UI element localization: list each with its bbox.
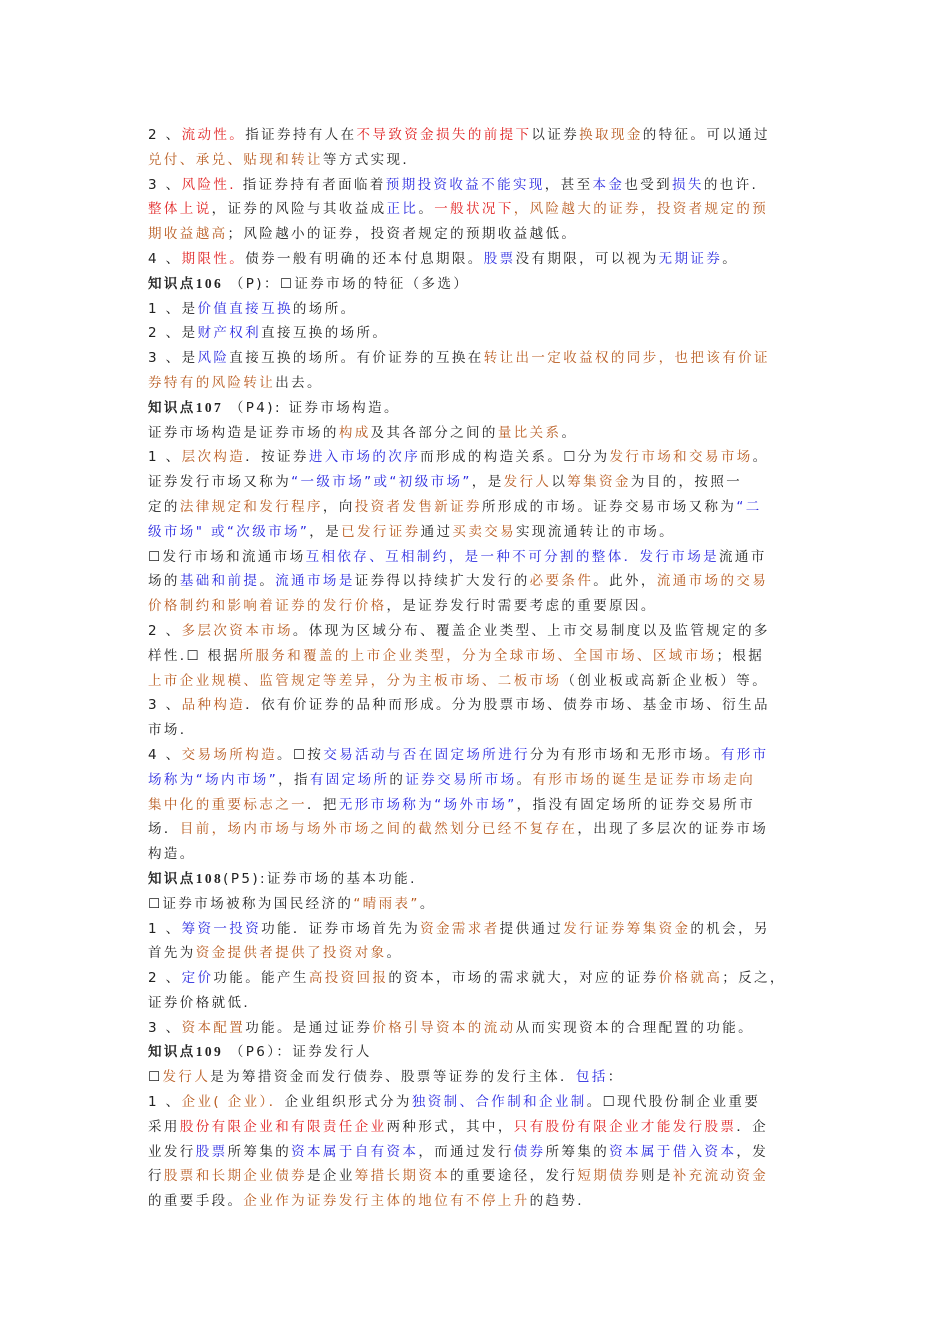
highlight-blue: 无期证券	[658, 250, 723, 267]
highlight-orange: “晴雨表”	[353, 895, 420, 912]
highlight-blue: 级市场" 或“次级市场”	[148, 523, 310, 540]
text-run: 2 、	[148, 970, 182, 987]
highlight-orange: 多层次资本市场	[181, 622, 293, 639]
text-line	[148, 321, 808, 346]
text-run: ，是	[471, 474, 504, 491]
highlight-orange: 兑付、承兑、贴现和转让	[148, 151, 323, 168]
highlight-red: 流动性。	[181, 127, 246, 143]
text-run: 首先为	[148, 945, 196, 962]
text-line	[148, 148, 808, 173]
text-line	[148, 917, 808, 942]
highlight-orange: 股票和长期企业债券	[163, 1168, 308, 1185]
text-run: 等方式实现.	[322, 151, 410, 168]
text-run: 1 、	[148, 920, 182, 937]
text-run: 所筹集的	[545, 1143, 610, 1160]
text-run: 。此外，	[593, 573, 657, 590]
text-line	[148, 1189, 808, 1214]
highlight-orange: 补充流动资金	[672, 1168, 769, 1185]
text-run: 3 、	[148, 176, 182, 193]
highlight-blue: 包括	[575, 1069, 608, 1086]
text-line	[148, 297, 808, 322]
text-run: ．企	[736, 1118, 769, 1135]
highlight-blue: 流通市场是	[275, 573, 355, 590]
text-line	[148, 470, 808, 495]
text-line	[148, 396, 808, 421]
highlight-blue: 基础和前提	[179, 573, 260, 590]
highlight-orange: 投资者发售新证券	[354, 498, 482, 515]
text-run: ．依有价证券的品种而形成。分为股票市场、债券市场、基金市场、衍生品	[245, 697, 770, 714]
highlight-orange: 券特有的风险转让	[148, 374, 276, 391]
text-run: 的趋势.	[529, 1193, 585, 1210]
text-run: 证券市场构造是证券市场的	[148, 424, 339, 441]
text-line	[148, 842, 808, 867]
text-line	[148, 793, 808, 818]
text-run: 4 、	[148, 250, 182, 267]
text-line	[148, 222, 808, 247]
text-line	[148, 768, 808, 793]
text-run: ，出现了多层次的证券市场	[577, 821, 769, 838]
text-line	[148, 1065, 808, 1090]
highlight-blue: 独资制、合作制和企业制	[411, 1094, 587, 1111]
text-run: 行	[148, 1168, 164, 1185]
highlight-blue: 资本属于自有资本	[291, 1143, 419, 1160]
text-run: 的重要手段。	[148, 1193, 244, 1210]
text-run: 。	[259, 573, 276, 590]
highlight-blue: 进入市场的次序	[308, 449, 421, 466]
text-run: 所形成的市场。证券交易市场又称为	[481, 498, 737, 515]
text-run: （P)：☐证券市场的特征（多选）	[223, 275, 470, 292]
text-run: 流通市	[719, 548, 767, 565]
text-run: ，甚至	[544, 176, 593, 193]
text-run: 2 、	[148, 622, 182, 639]
text-run: ，向	[322, 498, 355, 515]
highlight-orange: 高投资回报	[308, 970, 389, 987]
text-line	[148, 346, 808, 371]
text-run: 也受到	[624, 176, 673, 193]
highlight-orange: 企业( 企业）．	[181, 1094, 285, 1111]
text-line	[148, 1090, 808, 1115]
text-run: 功能。能产生	[213, 970, 309, 987]
text-run: 。☐按	[277, 746, 324, 763]
text-line	[148, 123, 808, 148]
text-run: ；风险越小的证券，投资者规定的预期收益越低。	[227, 226, 578, 243]
text-run: 。	[752, 449, 769, 466]
text-run: 是为筹措资金而发行债券、股票等证券的发行主体．	[210, 1069, 576, 1086]
highlight-blue: 有形市	[720, 746, 769, 763]
text-run: 。	[561, 424, 578, 441]
text-run: 。	[722, 250, 739, 267]
highlight-blue: 预期投资收益不能实现	[385, 176, 545, 193]
text-run: 从而实现资本的合理配置的功能。	[515, 1019, 755, 1036]
text-run: （P4): 证券市场构造。	[223, 399, 400, 416]
text-line	[148, 445, 808, 470]
highlight-orange: 有形市场的诞生是证券市场走向	[532, 771, 756, 788]
highlight-blue: 股票	[483, 250, 516, 267]
text-run: ☐证券市场被称为国民经济的	[148, 895, 354, 912]
text-run: 定的	[148, 498, 180, 515]
text-run: 企业组织形式分为	[284, 1094, 412, 1111]
text-run: 3 、是	[148, 350, 198, 367]
highlight-orange: 转让出一定收益权的同步，也把该有价证	[483, 350, 770, 367]
text-line	[148, 594, 808, 619]
text-line	[148, 545, 808, 570]
text-line	[148, 173, 808, 198]
text-run: 功能．证券市场首先为	[261, 920, 421, 937]
text-run: 场的	[148, 573, 180, 590]
text-run: 场．	[148, 821, 180, 838]
highlight-orange: 流通市场的交易	[656, 573, 769, 590]
text-run: 市场.	[148, 722, 187, 739]
highlight-blue: 损失	[672, 176, 704, 193]
highlight-orange: 价格就高	[658, 970, 723, 987]
text-line	[148, 892, 808, 917]
text-line	[148, 272, 808, 297]
highlight-orange: 资本配置	[181, 1019, 246, 1036]
highlight-blue: 价值直接互换	[197, 300, 293, 317]
text-line	[148, 693, 808, 718]
highlight-orange: 发行人	[503, 474, 552, 491]
text-run: 证券发行市场又称为	[148, 474, 292, 491]
text-run: ☐	[148, 1069, 163, 1086]
text-run: 样性.☐ 根据	[148, 647, 240, 664]
text-run: 业发行	[148, 1143, 196, 1160]
highlight-blue: 定价	[181, 970, 214, 987]
text-run: 功能。是通过证券	[245, 1019, 373, 1036]
highlight-blue: 本金	[592, 176, 625, 193]
text-run: 指证券持有者面临着	[236, 176, 386, 193]
highlight-orange: 买卖交易	[452, 523, 517, 540]
text-line	[148, 1040, 808, 1065]
highlight-red: 一般状况下	[434, 201, 514, 218]
text-line	[148, 247, 808, 272]
text-run: ，指	[278, 771, 310, 788]
text-run: ．按证券	[245, 449, 309, 466]
highlight-blue: 筹资一投资	[181, 920, 262, 937]
text-run: 。☐现代股份制企业重要	[586, 1094, 761, 1111]
highlight-red: 不导致资金损失的前提下	[356, 127, 532, 143]
text-run: ；根据	[716, 647, 765, 664]
highlight-orange: 必要条件	[529, 573, 594, 590]
highlight-red: 整体上说	[148, 201, 212, 218]
highlight-orange: 发行市场和交易市场	[609, 449, 753, 466]
text-run: 。	[418, 201, 435, 218]
text-run: 直接互换的场所。	[261, 325, 389, 342]
text-run: 2 、是	[148, 325, 198, 342]
text-run: 直接互换的场所。有价证券的互换在	[229, 350, 484, 367]
text-run: 所筹集的	[227, 1143, 292, 1160]
highlight-orange: 发行证券筹集资金	[563, 920, 691, 937]
highlight-red: 股份有限企业和有限责任企业	[179, 1118, 387, 1135]
text-run: 则是	[640, 1168, 673, 1185]
text-run: ．把	[307, 796, 339, 813]
text-line	[148, 520, 808, 545]
text-run: 而形成的构造关系。☐分为	[420, 449, 610, 466]
text-run: 以	[551, 474, 568, 491]
text-run: 的重要途径，发行	[450, 1168, 578, 1185]
text-line	[148, 817, 808, 842]
text-line	[148, 966, 808, 991]
text-run: ，发	[736, 1143, 769, 1160]
text-line	[148, 619, 808, 644]
text-run: 债券一般有明确的还本付息期限。	[245, 250, 484, 267]
section-heading: 知识点109	[148, 1044, 224, 1060]
section-heading: 知识点107	[148, 399, 224, 415]
highlight-red: 风险性.	[181, 176, 236, 193]
text-run: 1 、	[148, 449, 182, 466]
highlight-orange: 集中化的重要标志之一	[148, 796, 307, 813]
text-run: 证券得以持续扩大发行的	[354, 573, 530, 590]
text-run: 没有期限，可以视为	[515, 250, 659, 267]
text-run: 1 、是	[148, 300, 198, 317]
text-run: 证券价格就低.	[148, 994, 251, 1011]
text-run: 。	[419, 895, 436, 912]
text-run: 。	[516, 771, 533, 788]
highlight-orange: 资金需求者	[420, 920, 500, 937]
text-run: 采用	[148, 1118, 180, 1135]
text-line	[148, 1115, 808, 1140]
text-run: 2 、	[148, 127, 182, 143]
highlight-orange: 价格制约和影响着证券的发行价格	[148, 598, 387, 615]
highlight-orange: 筹集资金	[567, 474, 631, 491]
highlight-blue: 财产权利	[197, 325, 262, 342]
text-run: 出去。	[275, 374, 323, 391]
highlight-orange: 交易场所构造	[181, 746, 277, 763]
highlight-red: 期限性。	[181, 250, 246, 267]
highlight-blue: 交易活动与否在固定场所进行	[323, 746, 531, 763]
text-line	[148, 867, 808, 892]
highlight-orange: 换取现金	[579, 127, 643, 143]
text-run: 的特征。可以通过	[642, 127, 770, 143]
highlight-orange: 已发行证券	[341, 523, 421, 540]
text-run: 是企业	[307, 1168, 355, 1185]
text-run: 实现流通转让的市场。	[516, 523, 676, 540]
text-run: 指证券持有人在	[245, 127, 357, 143]
highlight-blue: “二	[736, 498, 762, 515]
highlight-blue: “一级市场”或“初级市场”	[291, 474, 472, 491]
text-run: （P6）：证券发行人	[223, 1044, 372, 1061]
highlight-orange: 资金提供者提供了投资对象	[195, 945, 387, 962]
text-line	[148, 1164, 808, 1189]
text-run: ☐发行市场和流通市场	[148, 548, 306, 565]
section-heading: 知识点108	[148, 870, 224, 886]
text-run: 为目的，按照一	[630, 474, 743, 491]
text-run: ，指没有固定场所的证券交易所市	[516, 796, 756, 813]
text-run: 的场所。	[292, 300, 357, 317]
text-line	[148, 197, 808, 222]
highlight-orange: 量比关系	[497, 424, 562, 441]
highlight-orange: ，风险越大的证券，投资者规定的预	[513, 201, 769, 218]
text-line	[148, 495, 808, 520]
text-run: 1 、	[148, 1094, 182, 1111]
text-run: ，而通过发行	[418, 1143, 514, 1160]
text-line	[148, 569, 808, 594]
text-line	[148, 941, 808, 966]
text-run: 3 、	[148, 1019, 182, 1036]
text-line	[148, 743, 808, 768]
highlight-orange: 法律规定和发行程序	[179, 498, 323, 515]
text-run: 两种形式，其中，	[386, 1118, 514, 1135]
text-run: 4 、	[148, 746, 182, 763]
text-line	[148, 991, 808, 1016]
document-page	[148, 123, 808, 1214]
text-run: 分为有形市场和无形市场。	[530, 746, 721, 763]
highlight-blue: 债券	[513, 1143, 546, 1160]
highlight-blue: 无形市场称为“场外市场”	[338, 796, 517, 813]
highlight-blue: 有固定场所	[309, 771, 390, 788]
highlight-blue: 互相依存、互相制约，是一种不可分割的整体．发行市场是	[305, 548, 720, 565]
highlight-red: 只有股份有限企业才能发行股票	[513, 1118, 737, 1135]
highlight-orange: 层次构造	[181, 449, 246, 466]
text-line	[148, 421, 808, 446]
text-run: 3 、	[148, 697, 182, 714]
text-line	[148, 669, 808, 694]
highlight-blue: 场称为“场内市场”	[148, 771, 279, 788]
text-run: 以证券	[531, 127, 580, 143]
text-run: ，是证券发行时需要考虑的重要原因。	[386, 598, 657, 615]
text-run: 通过	[420, 523, 453, 540]
section-heading: 知识点106	[148, 275, 224, 291]
text-run: (P5):证券市场的基本功能.	[223, 870, 417, 887]
text-run: ；反之，	[722, 970, 786, 987]
highlight-orange: 发行人	[162, 1069, 211, 1086]
text-run: 的	[389, 771, 406, 788]
highlight-orange: 上市企业规模、监管规定等差异，分为主板市场、二板市场	[148, 672, 562, 689]
highlight-blue: 股票	[195, 1143, 228, 1160]
text-run: 的机会，另	[690, 920, 770, 937]
highlight-orange: 品种构造	[181, 697, 246, 714]
highlight-orange: 期收益越高	[148, 226, 228, 243]
text-run: 及其各部分之间的	[370, 424, 498, 441]
text-run: 提供通过	[499, 920, 564, 937]
highlight-orange: 目前，场内市场与场外市场之间的截然划分已经不复存在	[179, 821, 578, 838]
text-run: 。	[386, 945, 403, 962]
text-line	[148, 1016, 808, 1041]
text-line	[148, 644, 808, 669]
text-run: 的资本，市场的需求就大，对应的证券	[388, 970, 659, 987]
text-line	[148, 718, 808, 743]
highlight-orange: 筹措长期资本	[354, 1168, 451, 1185]
highlight-orange: 价格引导资本的流动	[372, 1019, 516, 1036]
text-run: ，是	[309, 523, 342, 540]
text-run: （创业板或高新企业板）等。	[561, 672, 769, 689]
highlight-orange: 所服务和覆盖的上市企业类型，分为全球市场、全国市场、区域市场	[239, 647, 717, 664]
highlight-blue: 正比	[386, 201, 419, 218]
highlight-blue: 资本属于借入资本	[609, 1143, 737, 1160]
text-line	[148, 1140, 808, 1165]
text-run: 的也许.	[703, 176, 759, 193]
text-run: 构造。	[148, 846, 196, 863]
highlight-orange: 短期债券	[577, 1168, 641, 1185]
highlight-orange: 企业作为证券发行主体的地位有不停上升	[243, 1193, 530, 1210]
text-line	[148, 371, 808, 396]
text-run: ：	[607, 1069, 624, 1086]
highlight-blue: 风险	[197, 350, 230, 367]
highlight-blue: 证券交易所市场	[405, 771, 517, 788]
text-run: ，证券的风险与其收益成	[211, 201, 387, 218]
text-run: 。体现为区域分布、覆盖企业类型、上市交易制度以及监管规定的多	[292, 622, 770, 639]
highlight-orange: 构成	[338, 424, 371, 441]
